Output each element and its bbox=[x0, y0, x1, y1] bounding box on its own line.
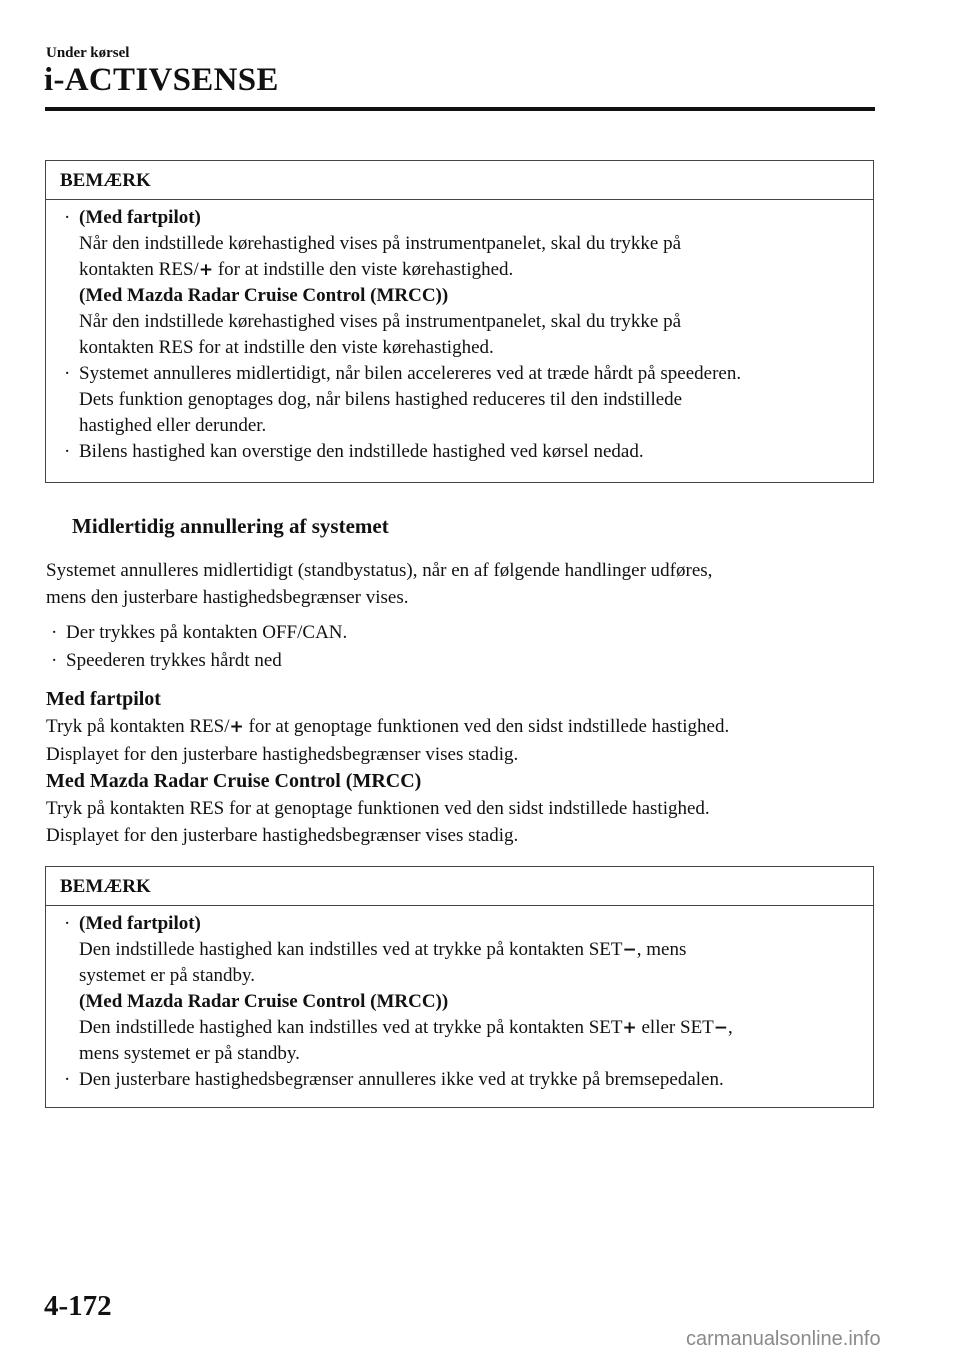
fartpilot-text: Tryk på kontakten RES/+ for at genoptage funktionen ved den sidst indstillede hastighed. bbox=[46, 716, 730, 737]
note-item-text: hastighed eller derunder. bbox=[79, 415, 267, 436]
list-item: · Speederen trykkes hårdt ned bbox=[48, 647, 347, 675]
note-body bbox=[46, 200, 873, 471]
mrcc-heading: Med Mazda Radar Cruise Control (MRCC) bbox=[46, 770, 422, 792]
fartpilot-text: Displayet for den justerbare hastighedsbegrænser vises stadig. bbox=[46, 744, 519, 765]
watermark-link[interactable]: carmanualsonline.info bbox=[686, 1328, 881, 1350]
note-item: · Bilens hastighed kan overstige den indstillede hastighed ved kørsel nedad. bbox=[61, 439, 863, 465]
note-box-1 bbox=[45, 160, 874, 483]
note-item-text: Dets funktion genoptages dog, når bilens hastighed reduceres til den indstillede bbox=[79, 389, 683, 410]
bullet-dot-icon: · bbox=[64, 207, 71, 228]
bullet-dot-icon: · bbox=[64, 913, 71, 934]
mrcc-text: Displayet for den justerbare hastighedsbegrænser vises stadig. bbox=[46, 825, 519, 846]
fartpilot-heading: Med fartpilot bbox=[46, 688, 161, 710]
note-item-text: Når den indstillede kørehastighed vises på instrumentpanelet, skal du trykke på bbox=[79, 233, 682, 254]
note-body bbox=[46, 906, 873, 1099]
plus-icon: + bbox=[198, 260, 214, 280]
note-item: · Systemet annulleres midlertidigt, når bilen accelereres ved at træde hårdt på speederen. bbox=[61, 361, 863, 387]
note-item-text: Den indstillede hastighed kan indstilles ved at trykke på kontakten SET−, mens bbox=[79, 939, 687, 960]
note-item-text: kontakten RES/+ for at indstille den viste kørehastighed. bbox=[79, 259, 514, 280]
note-box-2 bbox=[45, 866, 874, 1108]
bullet-dot-icon: · bbox=[64, 363, 71, 384]
bullet-dot-icon: · bbox=[64, 441, 71, 462]
note-item-heading: (Med Mazda Radar Cruise Control (MRCC)) bbox=[79, 285, 449, 306]
page-title: i-ACTIVSENSE bbox=[44, 62, 279, 98]
condition-list bbox=[48, 619, 347, 675]
bullet-dot-icon: · bbox=[51, 622, 58, 643]
note-title: BEMÆRK bbox=[46, 161, 873, 200]
plus-icon: + bbox=[622, 1018, 637, 1038]
note-item-heading: · (Med fartpilot) bbox=[61, 205, 863, 231]
header-divider bbox=[45, 107, 875, 111]
mrcc-text: Tryk på kontakten RES for at genoptage funktionen ved den sidst indstillede hastighed. bbox=[46, 798, 710, 819]
note-item-heading: (Med Mazda Radar Cruise Control (MRCC)) bbox=[79, 991, 449, 1012]
note-item-heading: · (Med fartpilot) bbox=[61, 911, 863, 937]
section-label: Under kørsel bbox=[46, 45, 130, 61]
note-item: · Den justerbare hastighedsbegrænser annulleres ikke ved at trykke på bremsepedalen. bbox=[61, 1067, 863, 1093]
note-item-text: Den indstillede hastighed kan indstilles ved at trykke på kontakten SET+ eller SET−, bbox=[79, 1017, 733, 1038]
minus-icon: − bbox=[713, 1018, 729, 1038]
bullet-dot-icon: · bbox=[64, 1069, 71, 1090]
note-item-text: Når den indstillede kørehastighed vises på instrumentpanelet, skal du trykke på bbox=[79, 311, 682, 332]
note-item-text: kontakten RES for at indstille den viste kørehastighed. bbox=[79, 337, 494, 358]
resume-instructions bbox=[46, 686, 729, 849]
note-item-text: systemet er på standby. bbox=[79, 965, 256, 986]
list-item: · Der trykkes på kontakten OFF/CAN. bbox=[48, 619, 347, 647]
note-item-text: mens systemet er på standby. bbox=[79, 1043, 300, 1064]
plus-icon: + bbox=[229, 717, 244, 737]
intro-paragraph: Systemet annulleres midlertidigt (standbystatus), når en af følgende handlinger udføres, mens den justerbare hastighedsbegrænser vises. bbox=[46, 560, 713, 608]
section-heading: Midlertidig annullering af systemet bbox=[72, 514, 389, 538]
minus-icon: − bbox=[622, 940, 637, 960]
bullet-dot-icon: · bbox=[51, 650, 58, 671]
note-title: BEMÆRK bbox=[46, 867, 873, 906]
page-number: 4-172 bbox=[44, 1290, 112, 1322]
